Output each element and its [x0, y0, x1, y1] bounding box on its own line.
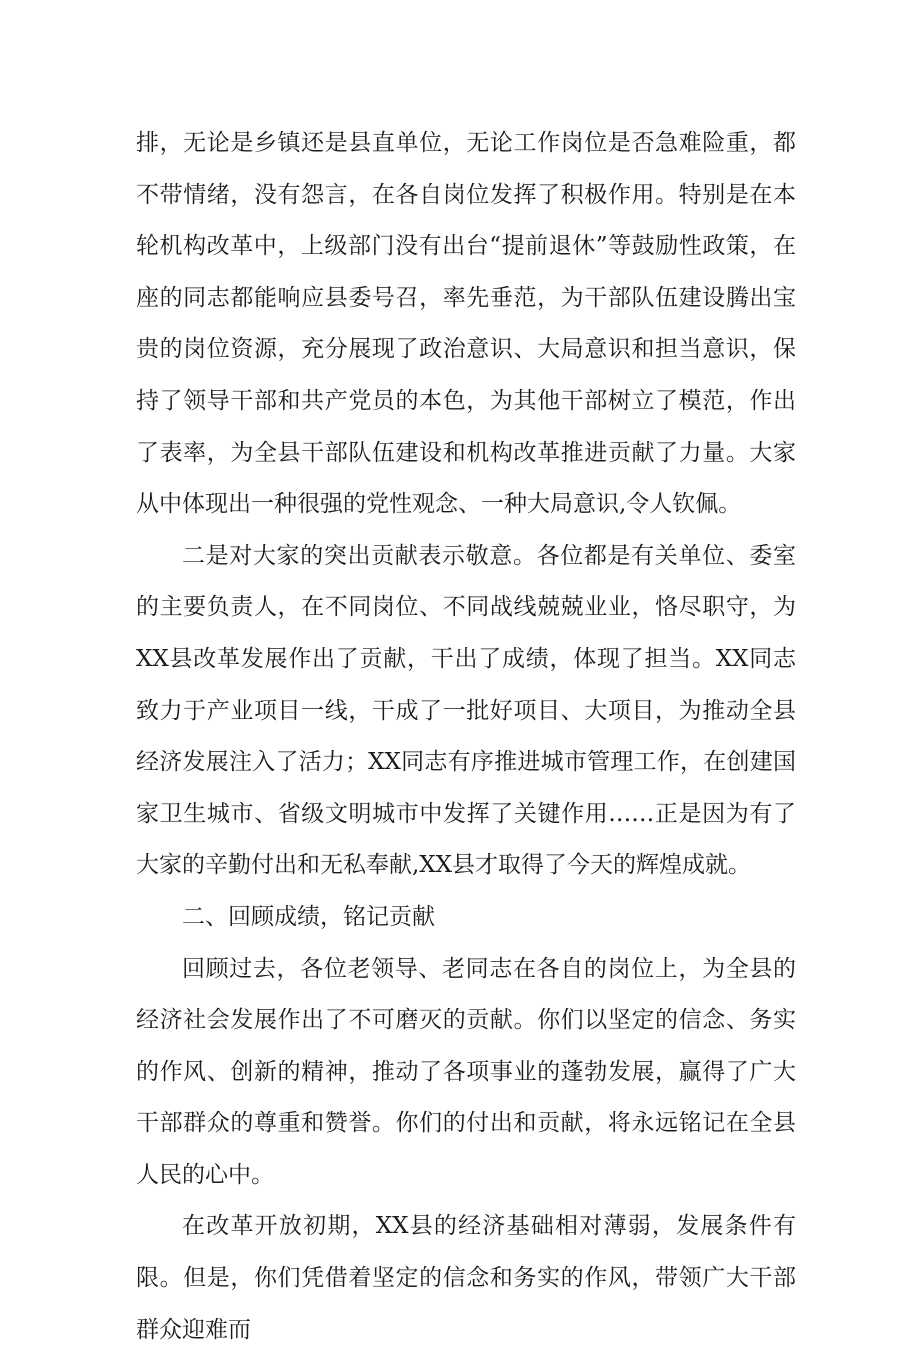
paragraph-second-point: 二是对大家的突出贡献表示敬意。各位都是有关单位、委室的主要负责人，在不同岗位、不同战线兢兢业业，恪尽职守，为XX县改革发展作出了贡献，干出了成绩，体现了担当。XX同志致力于产业项目一线，干成了一批好项目、大项目，为推动全县经济发展注入了活力；XX同志有序推进城市管理工作，在创建国家卫生城市、省级文明城市中发挥了关键作用……正是因为有了大家的辛勤付出和无私奉献,XX县才取得了今天的辉煌成就。 — [136, 542, 796, 879]
document-body — [136, 118, 796, 1356]
section-heading: 二、回顾成绩，铭记贡献 — [182, 903, 435, 930]
paragraph-reform: 在改革开放初期，XX县的经济基础相对薄弱，发展条件有限。但是，你们凭借着坚定的信念和务实的作风，带领广大干部群众迎难而 — [136, 1213, 796, 1343]
paragraph-continuation: 排，无论是乡镇还是县直单位，无论工作岗位是否急难险重，都不带情绪，没有怨言，在各自岗位发挥了积极作用。特别是在本轮机构改革中，上级部门没有出台“提前退休”等鼓励性政策，在座的同志都能响应县委号召，率先垂范，为干部队伍建设腾出宝贵的岗位资源，充分展现了政治意识、大局意识和担当意识，保持了领导干部和共产党员的本色，为其他干部树立了模范，作出了表率，为全县干部队伍建设和机构改革推进贡献了力量。大家从中体现出一种很强的党性观念、一种大局意识,令人钦佩。 — [136, 130, 796, 518]
paragraph-review: 回顾过去，各位老领导、老同志在各自的岗位上，为全县的经济社会发展作出了不可磨灭的贡献。你们以坚定的信念、务实的作风、创新的精神，推动了各项事业的蓬勃发展，赢得了广大干部群众的尊重和赞誉。你们的付出和贡献，将永远铭记在全县人民的心中。 — [136, 955, 796, 1188]
